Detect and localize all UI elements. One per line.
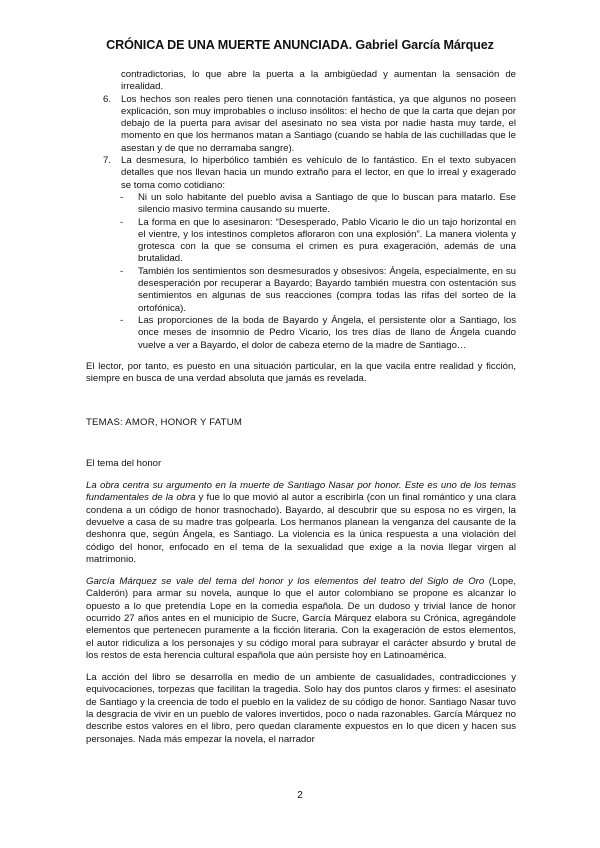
bullet-text: Ni un solo habitante del pueblo avisa a Santiago de que lo buscan para matarlo. Ese silencio masivo termina causando su muerte.: [138, 191, 516, 216]
page-number: 2: [297, 790, 303, 801]
bullet-marker: -: [120, 191, 124, 203]
paragraph-text: y fue lo que movió al autor a escribirla (con un final romántico y una clara condena a un código de honor trasnochado). Bayardo, al descubrir que su esposa no es virgen, la devuelve a casa de su madre tras golpearla. Los hermanos planean la venganza del causante de la deshonra que, según Ángela, es Santiago. La violencia es la única respuesta a una violación del código del honor, enfocado en el tema de la sexualidad que exige a la novia llegar virgen al matrimonio.: [86, 492, 516, 565]
list-item-7: [86, 155, 516, 192]
running-header: CRÓNICA DE UNA MUERTE ANUNCIADA. Gabriel García Márquez: [106, 38, 494, 52]
paragraph-honor-1: [86, 480, 516, 566]
bullet-text: También los sentimientos son desmesurados y obsesivos: Ángela, especialmente, en su desesperación por recuperar a Bayardo; Bayardo también muestra con ostentación sus sentimientos en algunas de sus reacciones (compra todas las rifas del sorteo de la ortofónica).: [138, 265, 516, 314]
bullet-item: [86, 315, 516, 352]
list-number: 6.: [103, 93, 112, 105]
emphasis-text: La obra centra su argumento en la muerte de Santiago Nasar por honor. Este es uno de los temas fundamentales de la obra: [86, 480, 516, 504]
bullet-item: [86, 192, 516, 217]
emphasis-text: García Márquez se vale del tema del honor y los elementos del teatro del Siglo de Oro: [86, 576, 485, 588]
paragraph-text: (Lope, Calderón) para armar su novela, aunque lo que el autor colombiano se propone es alcanzar lo opuesto a lo que pretendía Lope en la comedia española. De un dudoso y trivial lance de honor ocurrido 27 años antes en el municipio de Sucre, García Márquez elabora su Crónica, agregándole elementos que pertenecen puramente a la ficción literaria. Con la exageración de estos elementos, el autor ridiculiza a los personajes y su código moral para subrayar el carácter absurdo y brutal de los restos de esta herencia cultural española que aún persiste hoy en Latinoamérica.: [86, 576, 516, 661]
list-item-text: La desmesura, lo hiperbólico también es vehículo de lo fantástico. En el texto subyacen detalles que nos llevan hacia un mundo extraño para el lector, en que lo irreal y exagerado se toma como cotidiano:: [121, 155, 516, 191]
bullet-marker: -: [120, 314, 124, 326]
section-heading: TEMAS: AMOR, HONOR Y FATUM: [86, 417, 243, 429]
paragraph-honor-2: [86, 576, 516, 662]
bullet-text: La forma en que lo asesinaron: “Desesperado, Pablo Vicario le dio un tajo horizontal en el vientre, y los intestinos completos afloraron con una explosión”. La manera violenta y grotesca con la que se consuma el crimen es pura exageración, además de una brutalidad.: [138, 216, 516, 265]
bullet-text: Las proporciones de la boda de Bayardo y Ángela, el persistente olor a Santiago, los once meses de insomnio de Pedro Vicario, los tres días de llano de Ángela cuando vuelve a ver a Bayardo, el dolor de cabeza eterno de la madre de Santiago…: [138, 314, 516, 351]
bullet-marker: -: [120, 216, 124, 228]
document-body: [86, 69, 516, 746]
bullet-item: [86, 217, 516, 266]
bullet-item: [86, 266, 516, 315]
list-item-text: Los hechos son reales pero tienen una connotación fantástica, ya que algunos no poseen explicación, son muy improbables o incluso insólitos: el hecho de que la carta que dejan por debajo de la puerta para avisar del asesinato no sea vista por nadie hasta muy tarde, el momento en que los hermanos matan a Santiago (cuando se habla de las cuchilladas que le asestan y de que no derramaba sangre).: [121, 93, 516, 154]
paragraph-honor-3: La acción del libro se desarrolla en medio de un ambiente de casualidades, contradicciones y equivocaciones, torpezas que facilitan la tragedia. Solo hay dos puntos claros y firmes: el asesinato de Santiago y la creencia de todo el pueblo en la validez de su código de honor. Santiago Nasar tuvo la desgracia de vivir en un pueblo de valores invertidos, poco o nada razonables. García Márquez no describe estos valores en el libro, pero quedan claramente expuestos en lo que dicen y hacen sus personajes. Nada más empezar la novela, el narrador: [86, 672, 516, 745]
list-number: 7.: [103, 155, 112, 167]
conclusion-paragraph: El lector, por tanto, es puesto en una situación particular, en la que vacila entre realidad y ficción, siempre en busca de una verdad absoluta que jamás es revelada.: [86, 360, 516, 385]
subsection-heading: El tema del honor: [86, 457, 162, 469]
bullet-marker: -: [120, 265, 124, 277]
list-item-6: [86, 94, 516, 155]
list-item-continuation: contradictorias, lo que abre la puerta a la ambigüedad y aumentan la sensación de irrealidad.: [121, 69, 516, 93]
